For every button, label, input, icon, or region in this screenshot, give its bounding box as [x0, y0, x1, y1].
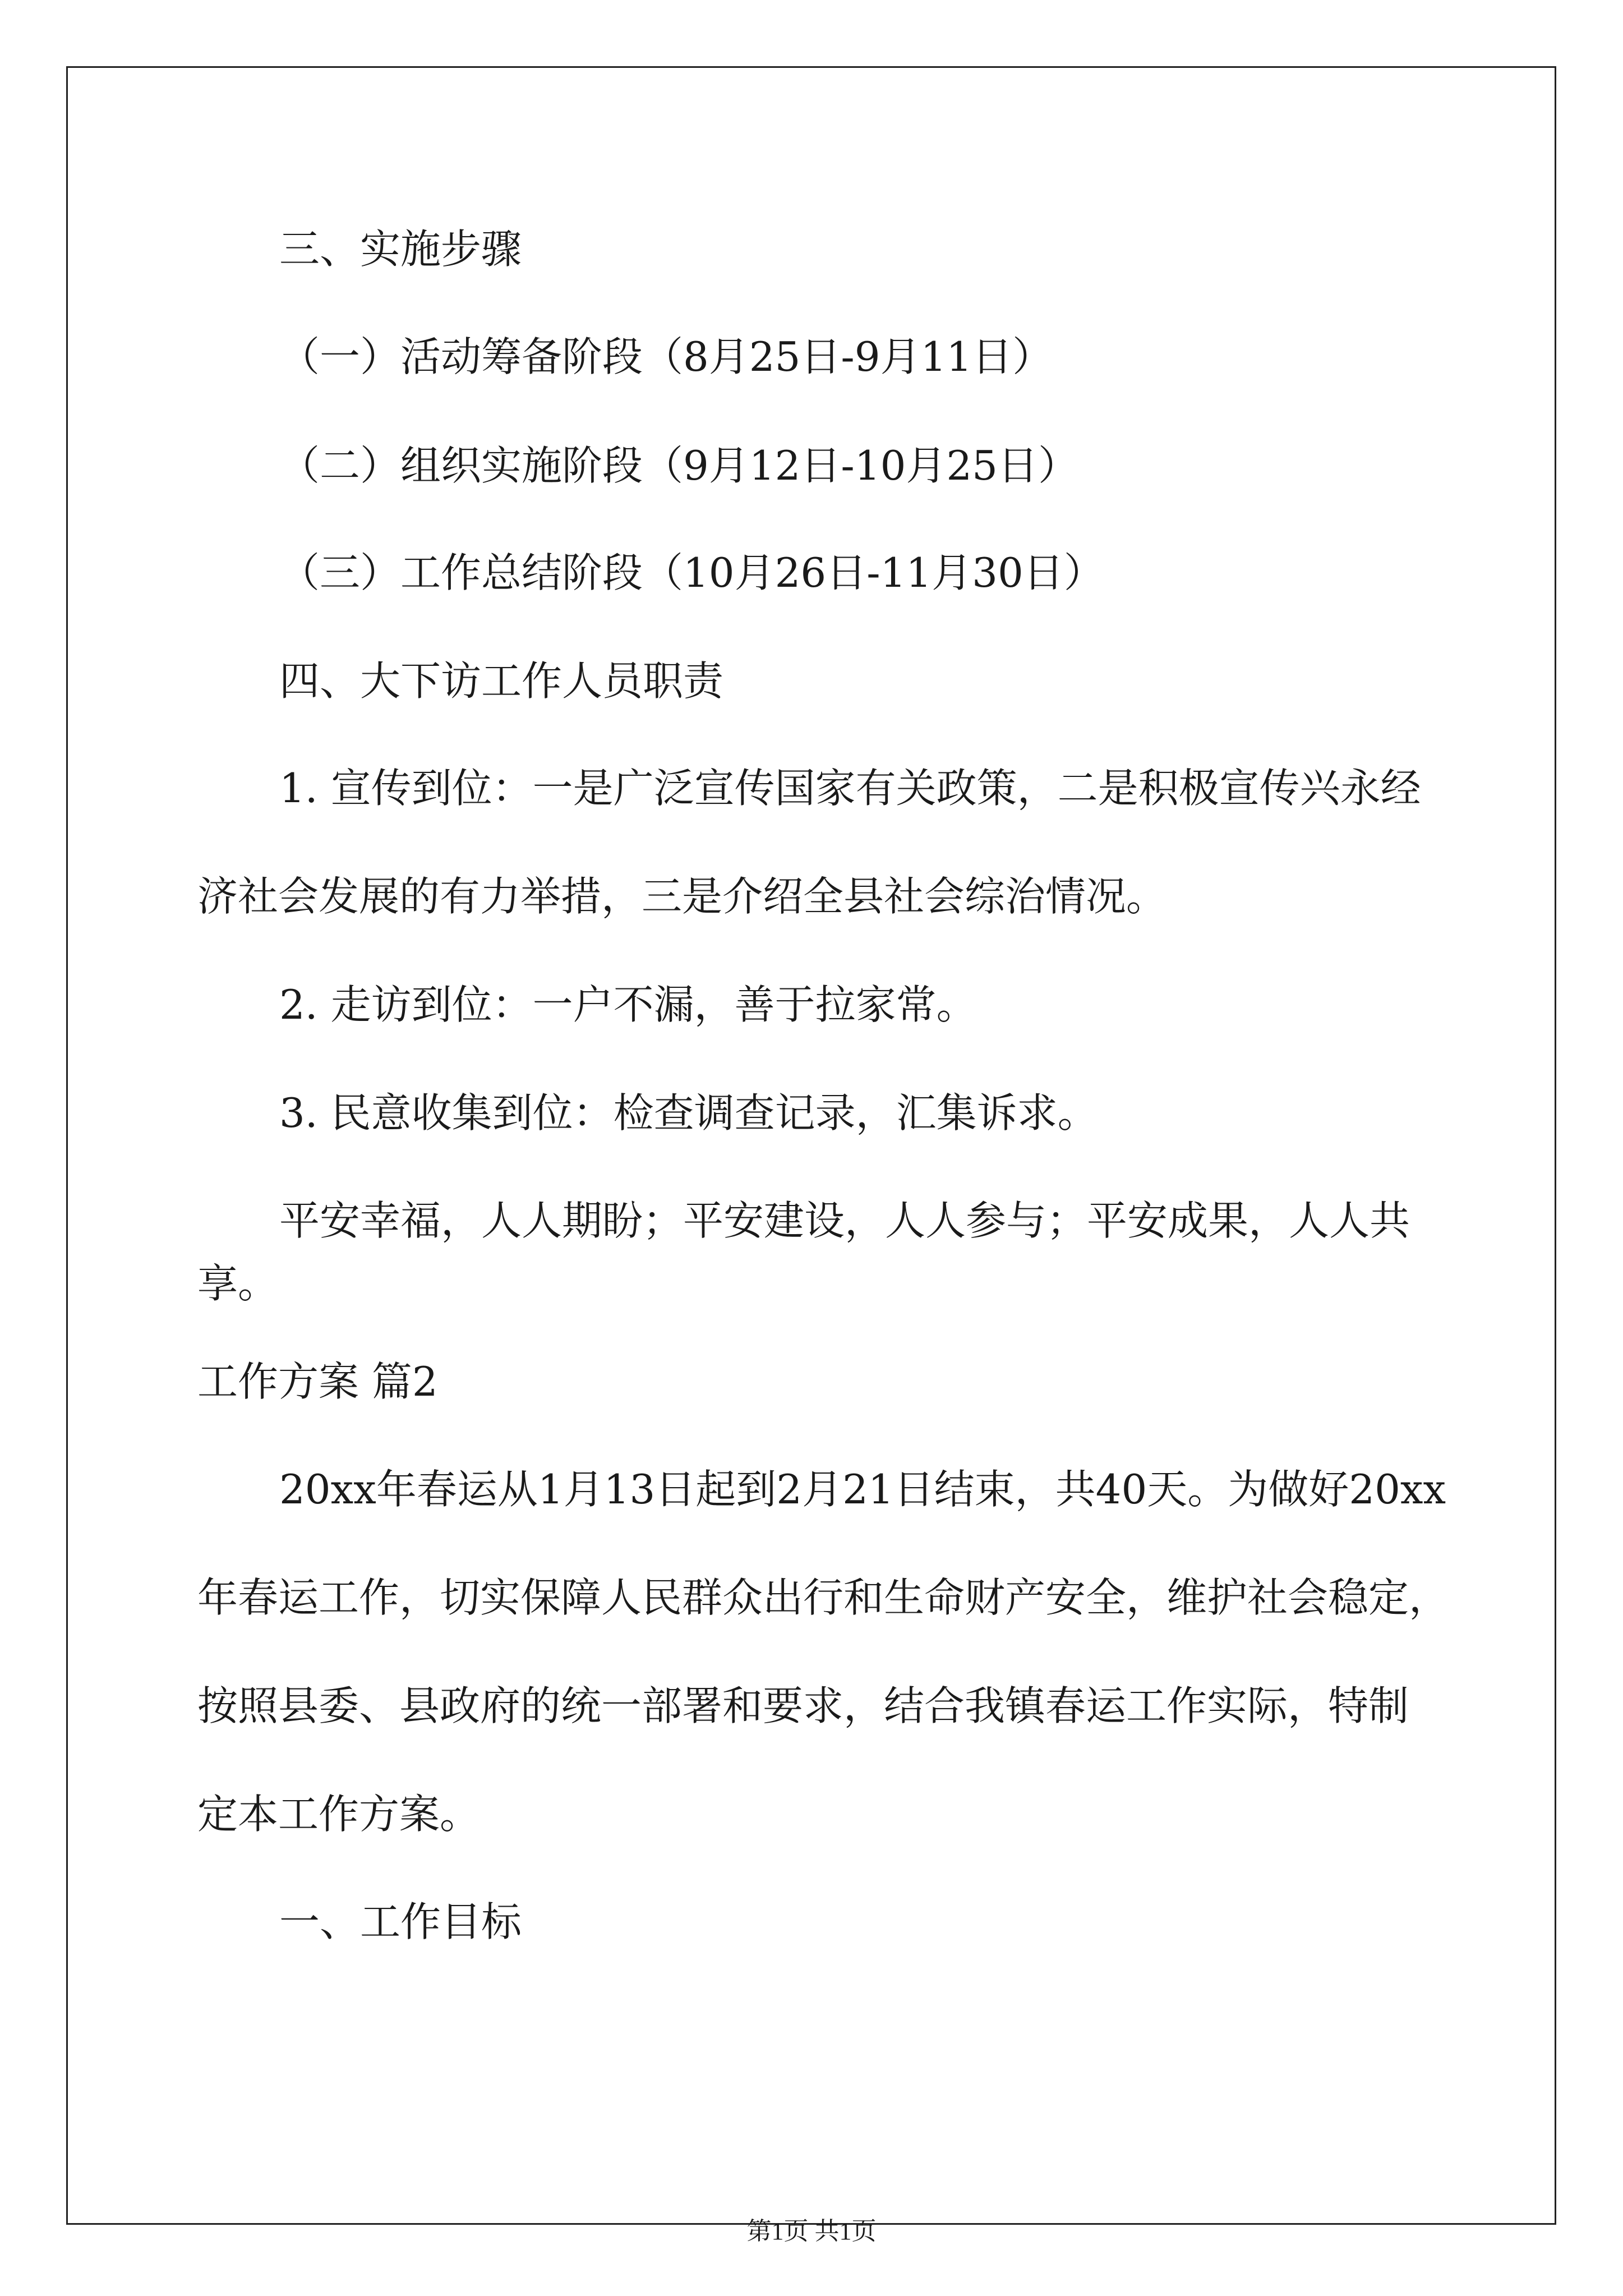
intro-line-2: 年春运工作，切实保障人民群众出行和生命财产安全，维护社会稳定，	[197, 1574, 1450, 1621]
duty-3: 3. 民意收集到位：检查调查记录，汇集诉求。	[279, 1089, 1098, 1137]
intro-line-3: 按照县委、县政府的统一部署和要求，结合我镇春运工作实际，特制	[197, 1682, 1409, 1729]
intro-line-1: 20xx年春运从1月13日起到2月21日结束，共40天。为做好20xx	[279, 1466, 1446, 1513]
heading-staff-duties: 四、大下访工作人员职责	[279, 657, 724, 705]
duty-1-line-2: 济社会发展的有力举措，三是介绍全县社会综治情况。	[197, 873, 1167, 920]
intro-line-4: 定本工作方案。	[197, 1791, 481, 1838]
page-number-footer: 第1页 共1页	[746, 2217, 877, 2245]
heading-work-goals: 一、工作目标	[279, 1898, 522, 1945]
slogan-line-1: 平安幸福，人人期盼；平安建设，人人参与；平安成果，人人共	[279, 1197, 1410, 1244]
heading-implementation-steps: 三、实施步骤	[279, 226, 522, 273]
duty-1-line-1: 1. 宣传到位：一是广泛宣传国家有关政策，二是积极宣传兴永经	[279, 765, 1421, 812]
step-summary: （三）工作总结阶段（10月26日-11月30日）	[279, 549, 1104, 596]
duty-2: 2. 走访到位：一户不漏，善于拉家常。	[279, 981, 977, 1028]
section-title-plan-2: 工作方案 篇2	[197, 1358, 438, 1405]
slogan-line-2: 享。	[197, 1260, 279, 1307]
step-implementation: （二）组织实施阶段（9月12日-10月25日）	[279, 442, 1078, 489]
step-preparation: （一）活动筹备阶段（8月25日-9月11日）	[279, 333, 1053, 380]
